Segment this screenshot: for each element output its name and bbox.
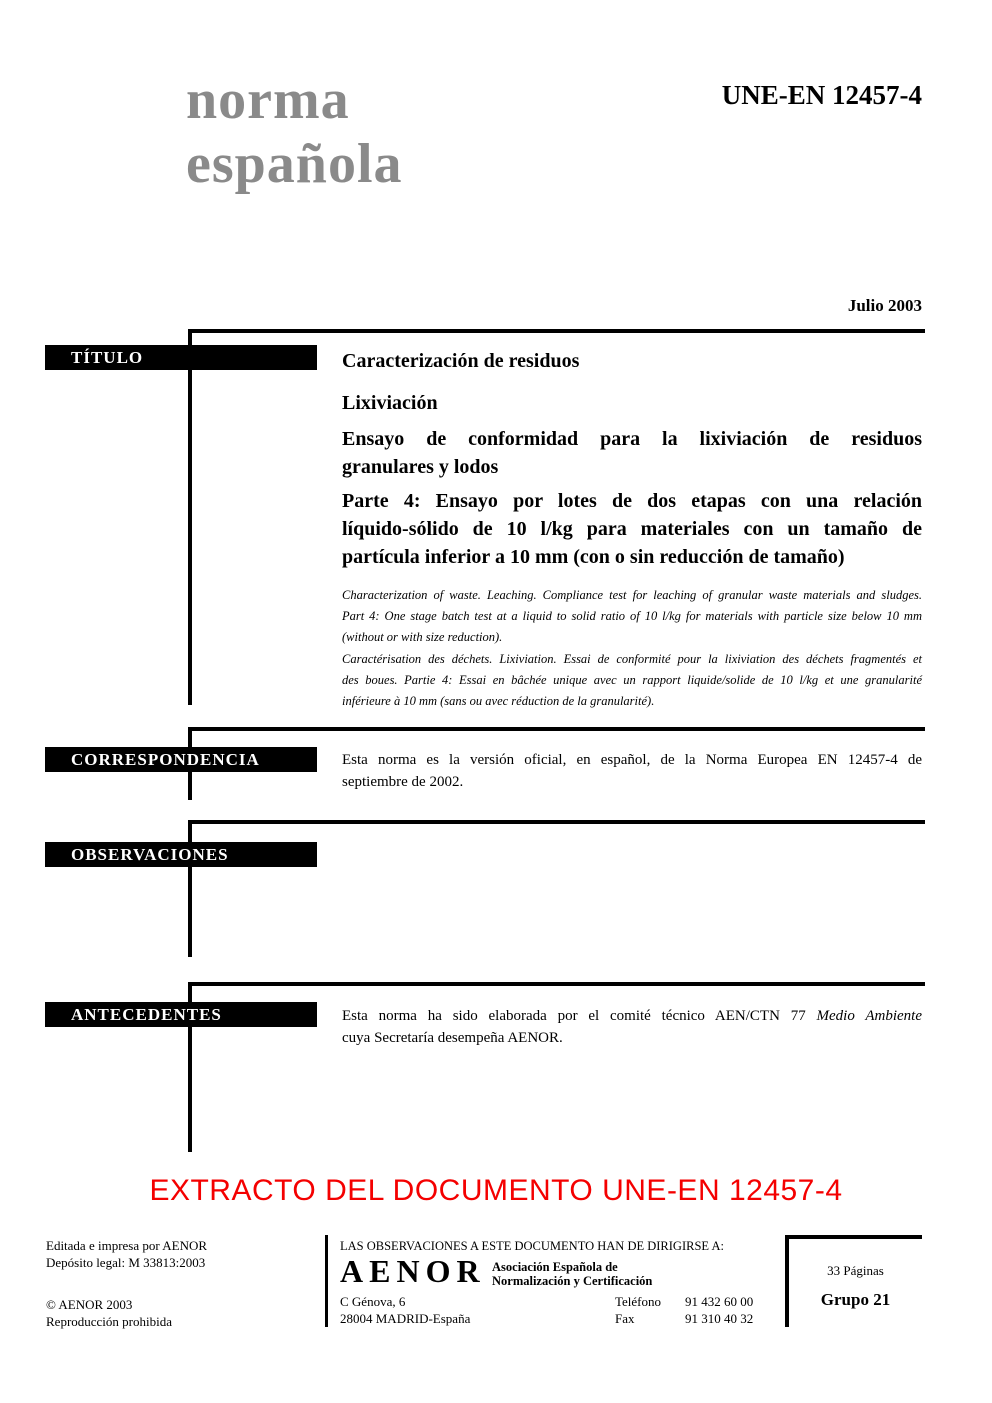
- antecedentes-label: ANTECEDENTES: [71, 1005, 222, 1024]
- footer-imprint: [46, 1238, 207, 1271]
- footer-copyright-block: [46, 1297, 172, 1330]
- page-count: 33 Páginas: [827, 1263, 884, 1278]
- footer-legal-deposit: Depósito legal: M 33813:2003: [46, 1254, 206, 1270]
- antecedentes-top-rule: [188, 982, 925, 986]
- antecedentes-label-bar: [45, 1002, 317, 1027]
- title-paragraph-2: [342, 487, 922, 571]
- aenor-name-line-1: Asociación Española de: [492, 1260, 618, 1274]
- titulo-top-rule: [188, 329, 925, 333]
- title-english-translation: [342, 585, 922, 648]
- antecedentes-line-2: cuya Secretaría desempeña AENOR.: [342, 1030, 563, 1046]
- title-english-line-3: (without or with size reduction).: [342, 630, 503, 644]
- footer-published-by: Editada e impresa por AENOR: [46, 1238, 208, 1253]
- title-paragraph-1: [342, 425, 922, 481]
- title-heading-1: Caracterización de residuos: [342, 350, 580, 372]
- aenor-contact: [615, 1294, 753, 1327]
- aenor-address: [340, 1294, 470, 1327]
- observaciones-top-rule: [188, 820, 925, 824]
- aenor-address-line-1: C Génova, 6: [340, 1294, 406, 1309]
- correspondencia-label: CORRESPONDENCIA: [71, 750, 260, 769]
- title-paragraph-1-line-1: Ensayo de conformidad para la lixiviación de residuos: [342, 428, 922, 450]
- antecedentes-text: [342, 1005, 922, 1049]
- footer-divider: [325, 1235, 328, 1327]
- title-english-line-2: Part 4: One stage batch test at a liquid to solid ratio of 10 l/kg for materials with particle size below 10 mm: [342, 609, 922, 623]
- title-french-line-2: des boues. Partie 4: Essai en bâchée unique avec un rapport liquide/solide de 10 l/kg et une granularité: [342, 673, 922, 687]
- aenor-address-line-2: 28004 MADRID-España: [340, 1310, 471, 1326]
- title-english-line-1: Characterization of waste. Leaching. Compliance test for leaching of granular waste materials and sludges.: [342, 588, 922, 602]
- pages-box-top-rule: [785, 1235, 922, 1239]
- correspondencia-line-2: septiembre de 2002.: [342, 774, 464, 790]
- norma-espanola-logo: [186, 68, 403, 196]
- publication-date: Julio 2003: [847, 296, 922, 315]
- footer-copyright: © AENOR 2003: [46, 1297, 133, 1312]
- footer-observations-notice: LAS OBSERVACIONES A ESTE DOCUMENTO HAN DE DIRIGIRSE A:: [340, 1239, 724, 1253]
- title-heading-2: Lixiviación: [342, 392, 438, 414]
- title-french-line-3: inférieure à 10 mm (sans ou avec réduction de la granularité).: [342, 694, 655, 708]
- antecedentes-line-1-text: Esta norma ha sido elaborada por el comité técnico AEN/CTN 77: [342, 1008, 817, 1024]
- observaciones-label: OBSERVACIONES: [71, 845, 229, 864]
- title-french-line-1: Caractérisation des déchets. Lixiviation. Essai de conformité pour la lixiviation des déchets fragmentés et: [342, 652, 922, 666]
- logo-line-1: norma: [186, 69, 350, 131]
- correspondencia-line-1: Esta norma es la versión oficial, en español, de la Norma Europea EN 12457-4 de: [342, 752, 922, 768]
- phone-row: [615, 1294, 753, 1311]
- titulo-vertical-rule: [188, 329, 192, 705]
- standard-code: UNE-EN 12457-4: [721, 80, 922, 110]
- antecedentes-line-1: [342, 1005, 922, 1027]
- group-number: Grupo 21: [820, 1290, 891, 1309]
- aenor-name-line-2: Normalización y Certificación: [492, 1274, 653, 1288]
- title-paragraph-2-line-1: Parte 4: Ensayo por lotes de dos etapas con una relación: [342, 490, 922, 512]
- title-paragraph-1-line-2: granulares y lodos: [342, 456, 499, 478]
- phone-number: 91 432 60 00: [685, 1294, 754, 1309]
- titulo-label: TÍTULO: [71, 348, 144, 367]
- fax-row: [615, 1311, 753, 1328]
- correspondencia-text: [342, 749, 922, 793]
- extract-banner: EXTRACTO DEL DOCUMENTO UNE-EN 12457-4: [149, 1174, 843, 1207]
- pages-box-left-rule: [785, 1235, 789, 1327]
- title-paragraph-2-line-2: líquido-sólido de 10 l/kg para materiales con un tamaño de: [342, 518, 922, 540]
- observaciones-vertical-rule: [188, 820, 192, 957]
- correspondencia-label-bar: [45, 747, 317, 772]
- phone-label: Teléfono: [615, 1294, 662, 1309]
- footer-reproduction-notice: Reproducción prohibida: [46, 1313, 172, 1329]
- observaciones-label-bar: [45, 842, 317, 867]
- title-french-translation: [342, 649, 922, 712]
- fax-label: Fax: [615, 1310, 635, 1326]
- antecedentes-committee-name: Medio Ambiente: [816, 1008, 922, 1024]
- fax-number: 91 310 40 32: [685, 1310, 754, 1326]
- aenor-logo: AENOR: [340, 1253, 486, 1289]
- aenor-full-name: [492, 1260, 652, 1288]
- titulo-label-bar: [45, 345, 317, 370]
- title-paragraph-2-line-3: partícula inferior a 10 mm (con o sin reducción de tamaño): [342, 546, 845, 568]
- correspondencia-top-rule: [188, 727, 925, 731]
- logo-line-2: española: [186, 133, 403, 195]
